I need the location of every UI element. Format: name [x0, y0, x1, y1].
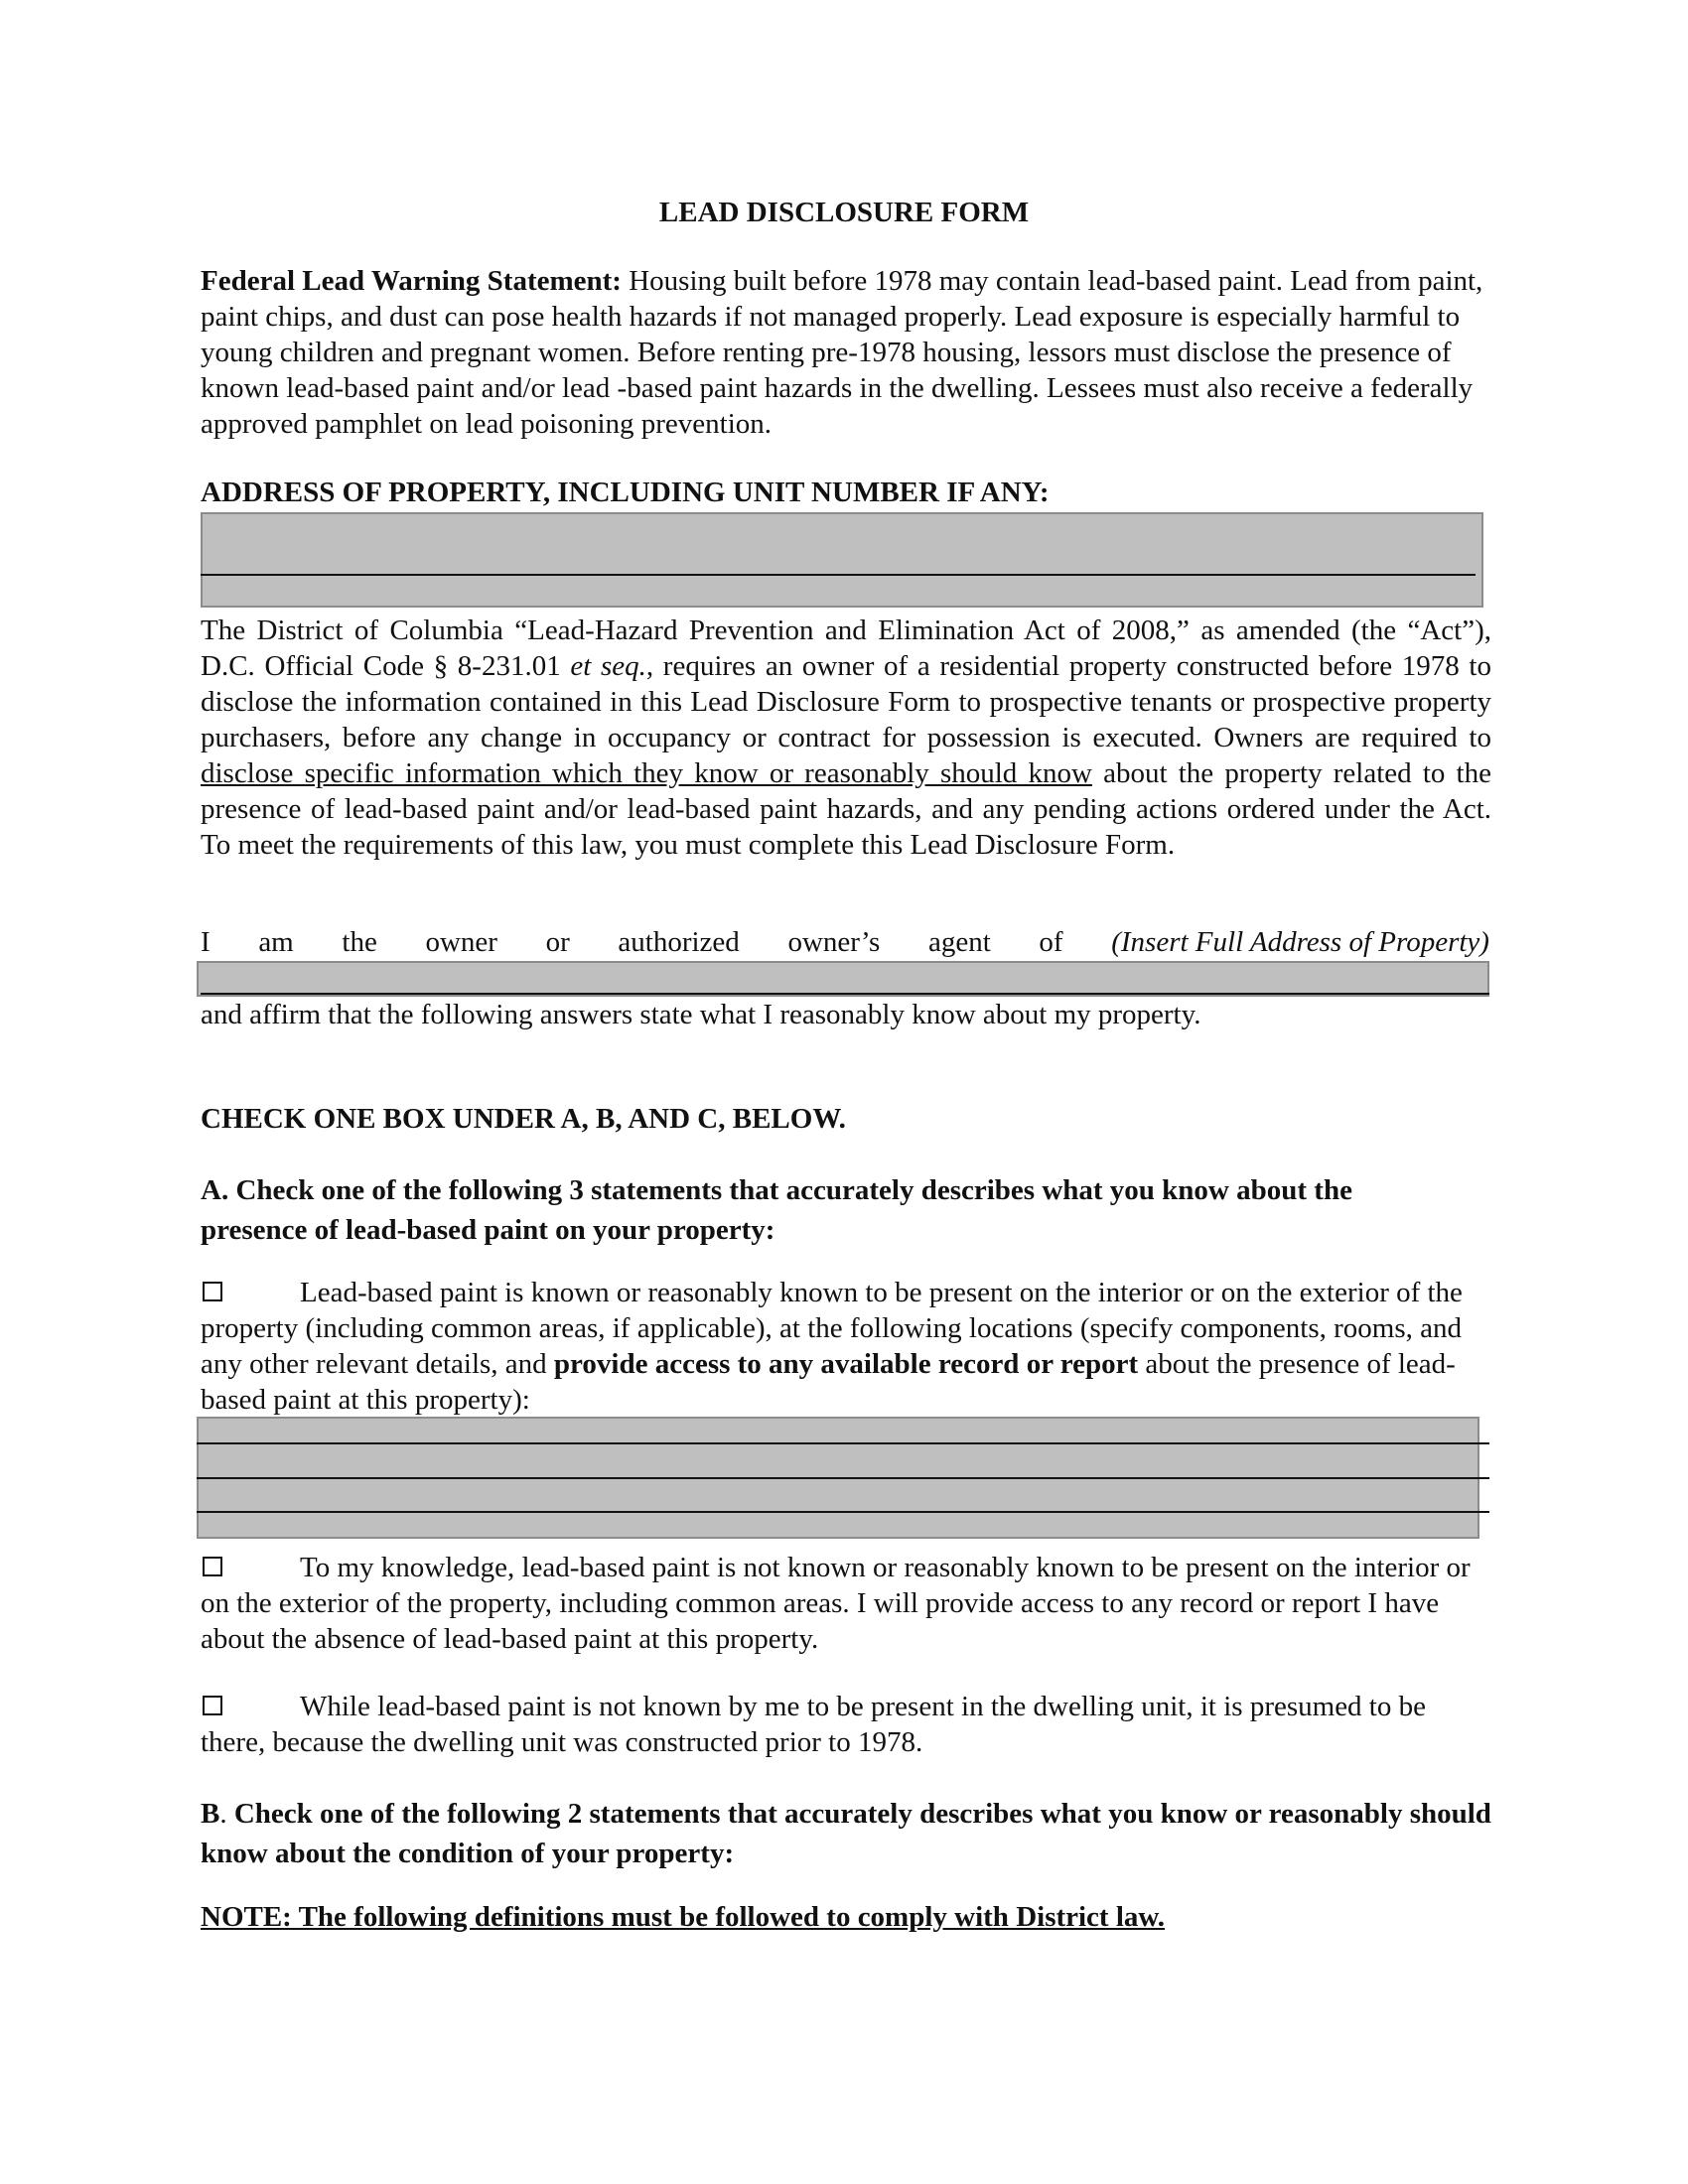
option-2-text: To my knowledge, lead-based paint is not known or reasonably known to be present on the interior or on the exterior of the property, including common areas. I will provide access to any record or report I have about the absence of lead-based paint at this property.	[201, 1552, 1471, 1655]
address-field[interactable]	[201, 512, 1483, 608]
option-3-checkbox[interactable]	[203, 1696, 222, 1715]
act-text-2: , requires an owner of a residential property constructed before 1978 to disclose the information contained in this Lead Disclosure Form to prospective tenants or prospective property purchasers, before any change in occupancy or contract for possession is executed. Owners are required to	[201, 650, 1491, 753]
owner-word: authorized	[618, 926, 740, 958]
section-a-option-2	[201, 1550, 1491, 1657]
act-underlined-text: disclose specific information which they know or reasonably should know	[201, 757, 1092, 789]
owner-word: agent	[927, 926, 991, 958]
owner-word: of	[1039, 926, 1063, 958]
section-b-dot: .	[219, 1798, 234, 1830]
act-paragraph	[201, 613, 1491, 863]
warning-text: Housing built before 1978 may contain lead-based paint. Lead from paint, paint chips, and dust can pose health hazards if not managed properly. Lead exposure is especially harmful to young children and pregnant women. Before renting pre-1978 housing, lessors must disclose the presence of known lead-based paint and/or lead -based paint hazards in the dwelling. Lessees must also receive a federally approved pamphlet on lead poisoning prevention.	[201, 265, 1483, 440]
act-text-1: The District of Columbia “Lead-Hazard Prevention and Elimination Act of 2008,” as amended (the “Act”), D.C. Official Code § 8-231.01	[201, 614, 1491, 682]
option-1-text-b: about the presence of lead-based paint at this property):	[201, 1348, 1456, 1416]
affirm-text: and affirm that the following answers state what I reasonably know about my property.	[201, 999, 1201, 1030]
act-et-seq: et seq.	[570, 650, 646, 682]
lead-locations-line-3	[197, 1511, 1489, 1513]
owner-word: am	[258, 926, 294, 958]
owner-word: I	[201, 926, 211, 958]
check-heading: CHECK ONE BOX UNDER A, B, AND C, BELOW.	[201, 1103, 846, 1135]
section-b-letter: B	[201, 1798, 220, 1830]
owner-statement-line	[201, 924, 1489, 960]
option-1-checkbox[interactable]	[203, 1282, 222, 1301]
section-b-text: Check one of the following 2 statements that accurately describes what you know or reasonably should know about the condition of your property:	[201, 1798, 1491, 1869]
owner-address-underline	[201, 993, 1489, 995]
definitions-note: NOTE: The following definitions must be followed to comply with District law.	[201, 1901, 1165, 1933]
owner-word: owner’s	[787, 926, 881, 958]
option-2-checkbox[interactable]	[203, 1557, 222, 1576]
option-1-text-a: Lead-based paint is known or reasonably known to be present on the interior or on the exterior of the property (including common areas, if applicable), at the following locations (specify components, rooms, and any other relevant details, and	[201, 1277, 1463, 1380]
section-b-heading	[201, 1794, 1491, 1873]
option-1-bold-text: provide access to any available record or report	[553, 1348, 1139, 1380]
lead-locations-line-2	[197, 1477, 1489, 1479]
section-a-heading: A. Check one of the following 3 statements that accurately describes what you know about the presence of lead-based paint on your property:	[201, 1174, 1352, 1246]
lead-locations-line-1	[197, 1442, 1489, 1444]
owner-word: owner	[425, 926, 497, 958]
federal-warning-paragraph	[201, 263, 1491, 442]
address-heading: ADDRESS OF PROPERTY, INCLUDING UNIT NUMBER IF ANY:	[201, 477, 1050, 508]
act-text-3: about the property related to the presence of lead-based paint and/or lead-based paint hazards, and any pending actions ordered under the Act. To meet the requirements of this law, you must complete this Lead Disclosure Form.	[201, 757, 1491, 861]
owner-insert-address-hint: (Insert Full Address of Property)	[1111, 926, 1489, 958]
owner-word: the	[342, 926, 377, 958]
section-a-option-1	[201, 1275, 1491, 1418]
form-title: LEAD DISCLOSURE FORM	[658, 197, 1030, 228]
address-underline	[201, 574, 1476, 576]
warning-label: Federal Lead Warning Statement:	[201, 265, 622, 297]
owner-address-field[interactable]	[197, 961, 1489, 997]
option-3-text: While lead-based paint is not known by me to be present in the dwelling unit, it is presumed to be there, because the dwelling unit was constructed prior to 1978.	[201, 1691, 1426, 1758]
section-a-option-3	[201, 1689, 1491, 1760]
owner-word: or	[545, 926, 570, 958]
